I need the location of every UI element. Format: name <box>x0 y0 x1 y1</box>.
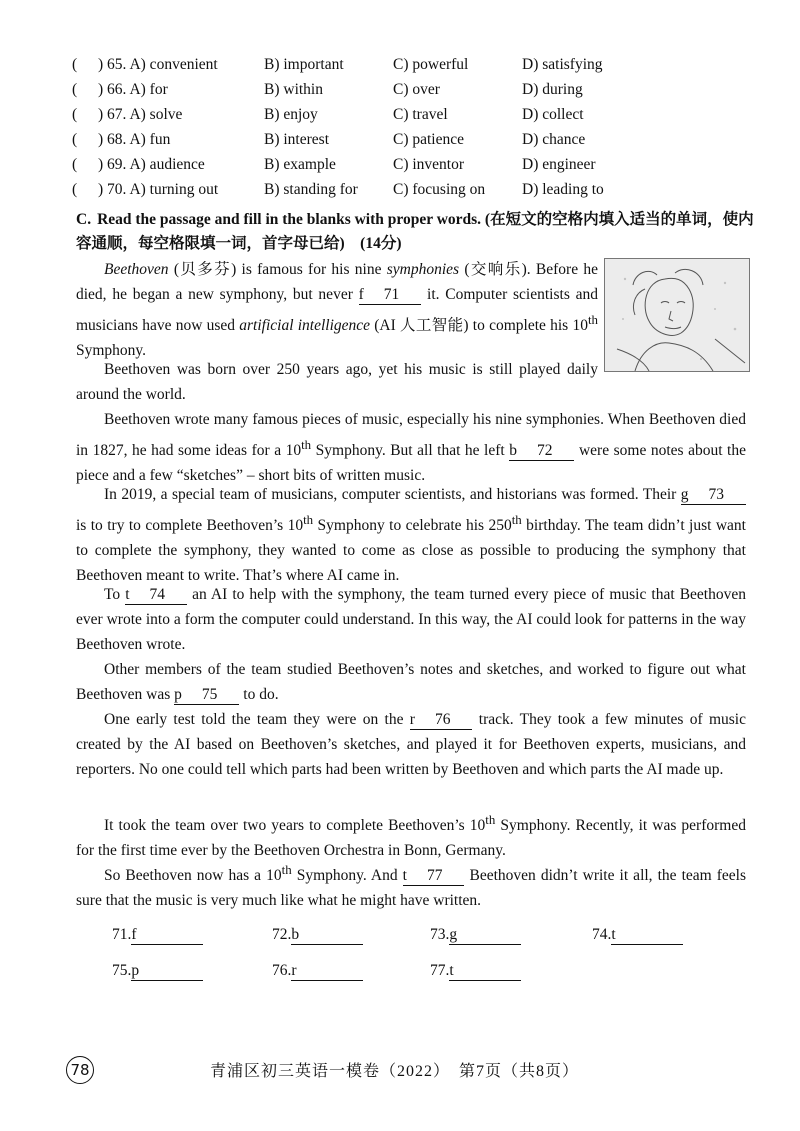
option-a: A) fun <box>129 131 171 148</box>
answer-number: 77. <box>430 962 450 979</box>
answer-line-77[interactable] <box>449 962 521 981</box>
option-c: C) travel <box>393 106 448 123</box>
option-c: C) inventor <box>393 156 465 173</box>
blank-letter: r <box>409 711 415 728</box>
answer-paren-open[interactable]: ( <box>72 81 78 98</box>
question-number: 65. <box>107 56 127 73</box>
page-footer <box>0 1056 800 1086</box>
answer-72 <box>272 926 363 945</box>
blank-letter: t <box>125 586 130 603</box>
answer-letter: t <box>611 926 616 943</box>
footer-text: 青浦区初三英语一模卷（2022） 第7页（共8页） <box>210 1063 580 1080</box>
answer-paren-close: ) 68. A) fun <box>98 131 171 148</box>
answer-line-76[interactable] <box>291 962 363 981</box>
blank-letter: t <box>402 867 407 885</box>
question-number: 68. <box>107 131 127 148</box>
answer-paren-close: ) 70. A) turning out <box>98 181 219 198</box>
answer-line-72[interactable] <box>291 926 363 945</box>
option-b: B) important <box>264 56 344 73</box>
blank-number: 74 <box>149 586 166 603</box>
superscript: th <box>301 437 312 452</box>
blank-76[interactable] <box>410 711 473 730</box>
paragraph-5 <box>76 582 746 657</box>
blank-number: 76 <box>434 711 451 728</box>
option-c: C) focusing on <box>393 181 486 198</box>
paragraph-8 <box>76 807 746 863</box>
text-span: track. They took a few minutes of music created by the AI based on Beethoven’s sketches, and played it for Beethoven experts, musicians, and reporters. No one could tell which parts had been written by Beethoven and which parts the AI made up. <box>76 711 746 778</box>
text-span: One early test told the team they were on the <box>104 711 410 728</box>
option-a: A) solve <box>129 106 183 123</box>
question-number: 66. <box>107 81 127 98</box>
blank-77[interactable] <box>403 867 465 886</box>
option-c: C) over <box>393 81 440 98</box>
answer-75 <box>112 962 203 981</box>
text-span: birthday. The team didn’t just want to complete the symphony, they wanted to come as close as possible to producing the symphony that Beethoven meant to write. That’s where AI came in. <box>76 517 746 585</box>
text-span: it. Computer scientists and musicians have now used <box>76 286 598 335</box>
answer-letter: p <box>131 962 140 979</box>
blank-72[interactable] <box>509 442 574 461</box>
option-b: B) within <box>264 81 323 98</box>
answer-paren-close: ) 67. A) solve <box>98 106 183 123</box>
option-a: A) convenient <box>129 56 218 73</box>
blank-letter: p <box>174 686 182 703</box>
option-b: B) standing for <box>264 181 358 198</box>
option-b: B) enjoy <box>264 106 318 123</box>
answer-letter: g <box>449 926 458 943</box>
option-d: D) leading to <box>522 181 604 198</box>
answer-line-75[interactable] <box>131 962 203 981</box>
answer-number: 72. <box>272 926 292 943</box>
text-span: (贝多芬) is famous for his nine <box>168 261 387 278</box>
question-number: 69. <box>107 156 127 173</box>
answer-73 <box>430 926 521 945</box>
paragraph-6 <box>76 657 746 707</box>
option-row-70 <box>72 181 632 205</box>
superscript: th <box>511 512 522 527</box>
option-d: D) collect <box>522 106 584 123</box>
answer-paren-close: ) 65. A) convenient <box>98 56 218 73</box>
option-a: A) audience <box>129 156 205 173</box>
option-d: D) during <box>522 81 583 98</box>
paragraph-1 <box>76 257 598 363</box>
option-row-65 <box>72 56 632 80</box>
beethoven-portrait-image <box>604 258 750 372</box>
text-span: artificial intelligence <box>239 317 371 335</box>
answer-letter: f <box>131 926 137 943</box>
answer-paren-close: ) 69. A) audience <box>98 156 205 173</box>
blank-71[interactable] <box>359 286 422 305</box>
option-row-66 <box>72 81 632 105</box>
paragraph-2: Beethoven was born over 250 years ago, yet his music is still played daily around the world. <box>76 361 598 403</box>
answer-line-74[interactable] <box>611 926 683 945</box>
text-span: symphonies <box>386 261 460 278</box>
option-c: C) powerful <box>393 56 469 73</box>
blank-letter: g <box>680 486 689 503</box>
text-span: (AI 人工智能) to complete his 10 <box>370 317 588 335</box>
answer-paren-open[interactable]: ( <box>72 56 78 73</box>
answer-number: 75. <box>112 962 132 979</box>
text-span: Beethoven didn’t write it all, the team feels sure that the music is very much like what he might have written. <box>76 867 746 910</box>
answer-line-73[interactable] <box>449 926 521 945</box>
option-b: B) example <box>264 156 336 173</box>
superscript: th <box>303 512 314 527</box>
answer-number: 71. <box>112 926 132 943</box>
text-span: Beethoven <box>104 261 169 278</box>
answer-number: 76. <box>272 962 292 979</box>
blank-number: 77 <box>426 867 443 885</box>
text-span: Beethoven wrote many famous pieces of music, especially his nine symphonies. When Beethoven died in 1827, he had some ideas for a 10 <box>76 411 746 460</box>
section-instructions: Read the passage and fill in the blanks with proper words. (在短文的空格内填入适当的单词，使内容通顺，每空格限填一词，首字母已给) (14分) <box>76 211 754 252</box>
answer-76 <box>272 962 363 981</box>
answer-line-71[interactable] <box>131 926 203 945</box>
superscript: th <box>281 862 292 877</box>
superscript: th <box>485 812 496 827</box>
blank-number: 75 <box>201 686 218 703</box>
text-span: It took the team over two years to complete Beethoven’s 10 <box>104 817 486 835</box>
page-badge: 78 <box>66 1056 94 1084</box>
answer-74 <box>592 926 683 945</box>
blank-letter: b <box>509 442 517 460</box>
paragraph-4 <box>76 482 746 588</box>
portrait-sketch-icon <box>605 259 749 371</box>
text-span: Symphony. And <box>291 867 403 885</box>
text-span: Symphony to celebrate his 250 <box>313 517 512 535</box>
text-span: to do. <box>239 686 279 703</box>
text-span: (交响乐). Before he died, he began a new symphony, but never <box>76 261 598 303</box>
answer-paren-open[interactable]: ( <box>72 181 78 198</box>
text-span: is to try to complete Beethoven’s 10 <box>76 517 304 535</box>
option-c: C) patience <box>393 131 465 148</box>
blank-number: 71 <box>383 286 400 303</box>
text-span: Symphony. <box>76 342 147 360</box>
answer-paren-close: ) 66. A) for <box>98 81 168 98</box>
option-row-69 <box>72 156 632 180</box>
answer-paren-open[interactable]: ( <box>72 156 78 173</box>
blank-75[interactable] <box>174 686 239 705</box>
option-row-68 <box>72 131 632 155</box>
blank-number: 72 <box>536 442 553 460</box>
text-span: Other members of the team studied Beethoven’s notes and sketches, and worked to figure out what Beethoven was <box>76 661 746 703</box>
option-d: D) satisfying <box>522 56 603 73</box>
paragraph-9 <box>76 857 746 913</box>
section-label: C. <box>76 211 92 228</box>
option-d: D) engineer <box>522 156 596 173</box>
option-a: A) for <box>129 81 168 98</box>
option-row-67 <box>72 106 632 130</box>
option-d: D) chance <box>522 131 586 148</box>
section-c-heading <box>76 208 756 256</box>
text-span: So Beethoven now has a 10 <box>104 867 282 885</box>
question-number: 70. <box>107 181 127 198</box>
text-span: were some notes about the piece and a few “sketches” – short bits of written music. <box>76 442 746 485</box>
option-b: B) interest <box>264 131 329 148</box>
blank-letter: f <box>358 286 364 303</box>
answer-letter: t <box>449 962 454 979</box>
blank-74[interactable] <box>125 586 187 605</box>
question-number: 67. <box>107 106 127 123</box>
text-span: Symphony. But all that he left <box>311 442 510 460</box>
text-span: Symphony. Recently, it was performed for the first time ever by the Beethoven Orchestra in Bonn, Germany. <box>76 817 746 860</box>
text-span: an AI to help with the symphony, the team turned every piece of music that Beethoven ever wrote into a form the computer could understand. In this way, the AI could look for patterns in the way Beethoven wrote. <box>76 586 746 653</box>
answer-paren-open[interactable]: ( <box>72 106 78 123</box>
text-span: In 2019, a special team of musicians, computer scientists, and historians was formed. Their <box>104 486 681 503</box>
answer-letter: b <box>291 926 300 943</box>
answer-77 <box>430 962 521 981</box>
answer-number: 73. <box>430 926 450 943</box>
blank-73[interactable] <box>681 486 746 505</box>
answer-paren-open[interactable]: ( <box>72 131 78 148</box>
answer-71 <box>112 926 203 945</box>
answer-letter: r <box>291 962 297 979</box>
blank-number: 73 <box>708 486 724 503</box>
superscript: th <box>587 312 598 327</box>
option-a: A) turning out <box>129 181 219 198</box>
answer-number: 74. <box>592 926 612 943</box>
paragraph-3 <box>76 407 746 488</box>
text-span: To <box>104 586 126 603</box>
paragraph-7 <box>76 707 746 782</box>
